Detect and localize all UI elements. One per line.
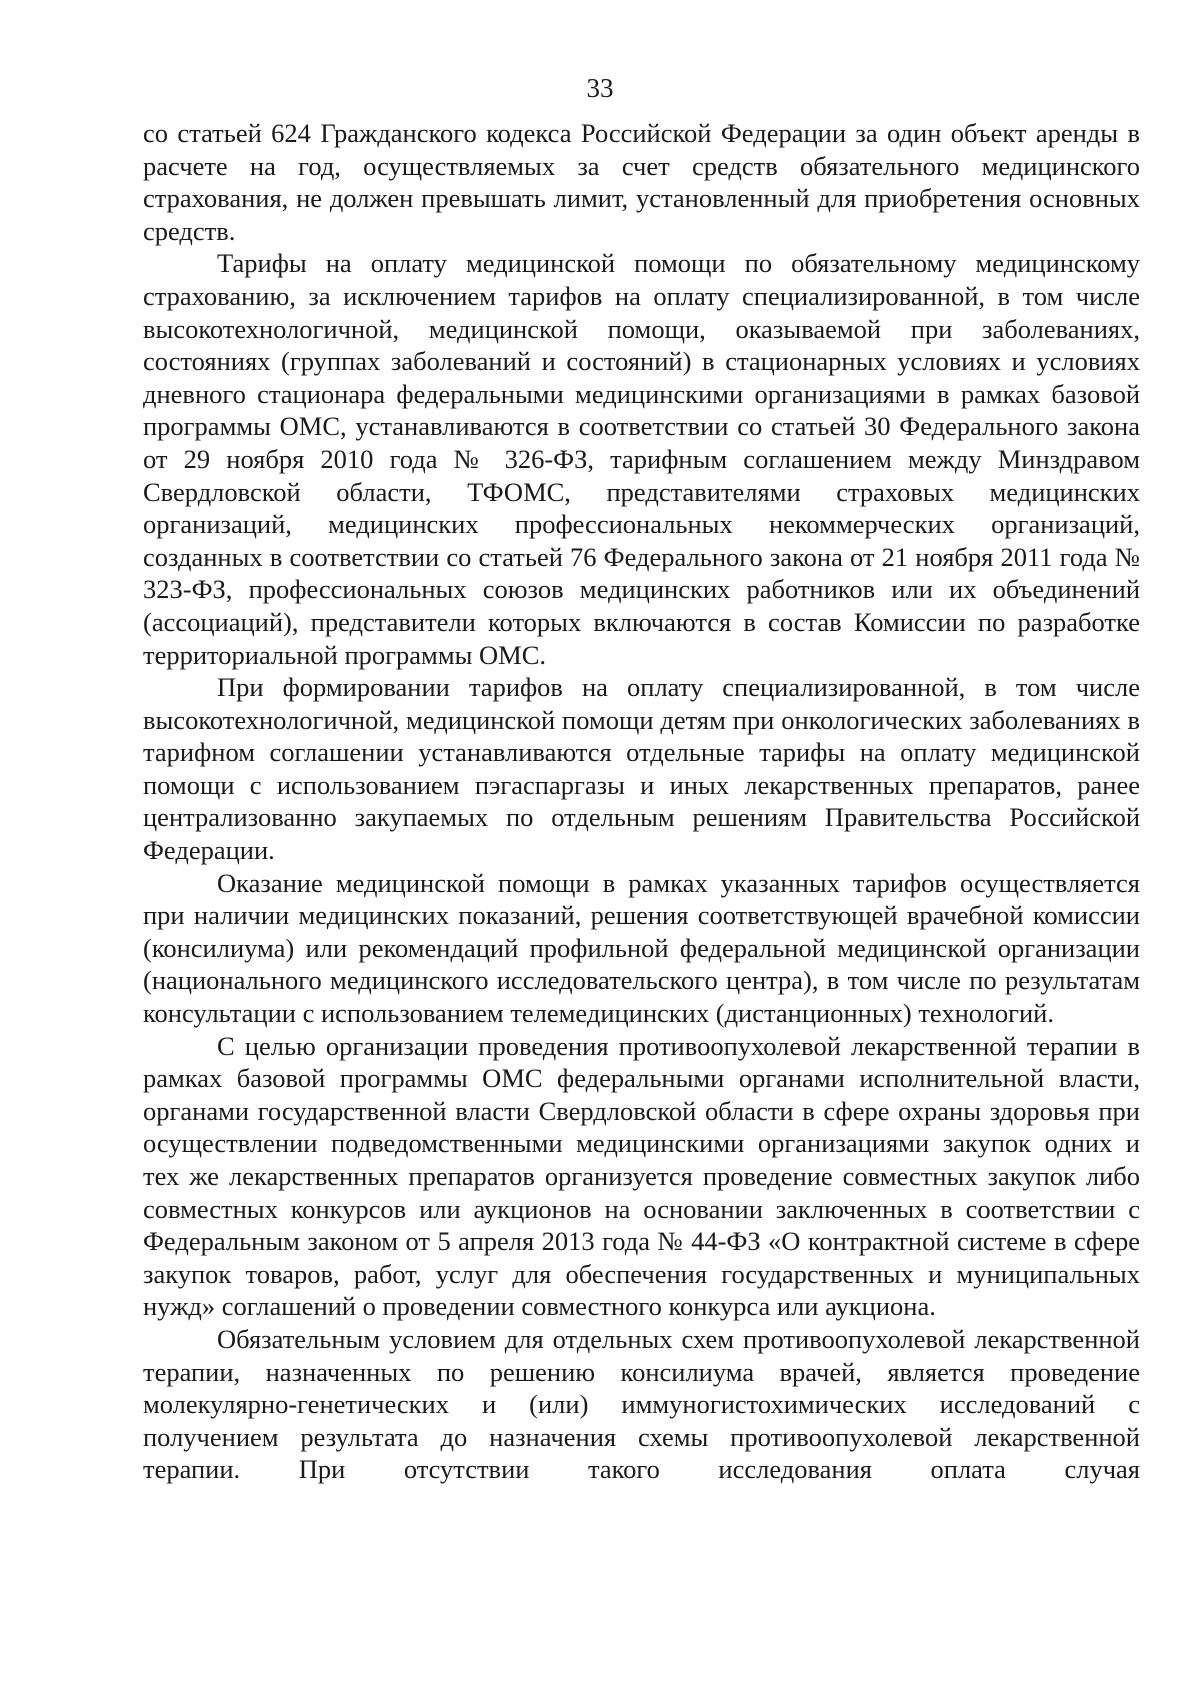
- paragraph-continuation: со статьей 624 Гражданского кодекса Российской Федерации за один объект аренды в расчете на год, осуществляемых за счет средств обязательного медицинского страхования, не должен превышать лимит, установленный для приобретения основных средств.: [143, 118, 1140, 246]
- paragraph-medical-indications: Оказание медицинской помощи в рамках указанных тарифов осуществляется при наличии медицинских показаний, решения соответствующей врачебной комиссии (консилиума) или рекомендаций профильной федеральной медицинской организации (национального медицинского исследовательского центра), в том числе по результатам консультации с использованием телемедицинских (дистанционных) технологий.: [143, 867, 1140, 1029]
- paragraph-mandatory-condition: Обязательным условием для отдельных схем противоопухолевой лекарственной терапии, назначенных по решению консилиума врачей, является проведение молекулярно-генетических и (или) иммуногистохимических исследований с получением результата до назначения схемы противоопухолевой лекарственной терапии. При отсутствии такого исследования оплата случая: [143, 1323, 1140, 1485]
- document-body: [143, 117, 1140, 1486]
- page-number: 33: [586, 73, 614, 103]
- paragraph-pediatric-oncology-tariffs: При формировании тарифов на оплату специализированной, в том числе высокотехнологичной, медицинской помощи детям при онкологических заболеваниях в тарифном соглашении устанавливаются отдельные тарифы на оплату медицинской помощи с использованием пэгаспаргазы и иных лекарственных препаратов, ранее централизованно закупаемых по отдельным решениям Правительства Российской Федерации.: [143, 672, 1140, 866]
- paragraph-tariffs: Тарифы на оплату медицинской помощи по обязательному медицинскому страхованию, за исключением тарифов на оплату специализированной, в том числе высокотехнологичной, медицинской помощи, оказываемой при заболеваниях, состояниях (группах заболеваний и состояний) в стационарных условиях и условиях дневного стационара федеральными медицинскими организациями в рамках базовой программы ОМС, устанавливаются в соответствии со статьей 30 Федерального закона от 29 ноября 2010 года № 326-ФЗ, тарифным соглашением между Минздравом Свердловской области, ТФОМС, представителями страховых медицинских организаций, медицинских профессиональных некоммерческих организаций, созданных в соответствии со статьей 76 Федерального закона от 21 ноября 2011 года № 323-ФЗ, профессиональных союзов медицинских работников или их объединений (ассоциаций), представители которых включаются в состав Комиссии по разработке территориальной программы ОМС.: [143, 248, 1140, 670]
- paragraph-joint-procurement: С целью организации проведения противоопухолевой лекарственной терапии в рамках базовой программы ОМС федеральными органами исполнительной власти, органами государственной власти Свердловской области в сфере охраны здоровья при осуществлении подведомственными медицинскими организациями закупок одних и тех же лекарственных препаратов организуется проведение совместных закупок либо совместных конкурсов или аукционов на основании заключенных в соответствии с Федеральным законом от 5 апреля 2013 года № 44-ФЗ «О контрактной системе в сфере закупок товаров, работ, услуг для обеспечения государственных и муниципальных нужд» соглашений о проведении совместного конкурса или аукциона.: [143, 1030, 1140, 1322]
